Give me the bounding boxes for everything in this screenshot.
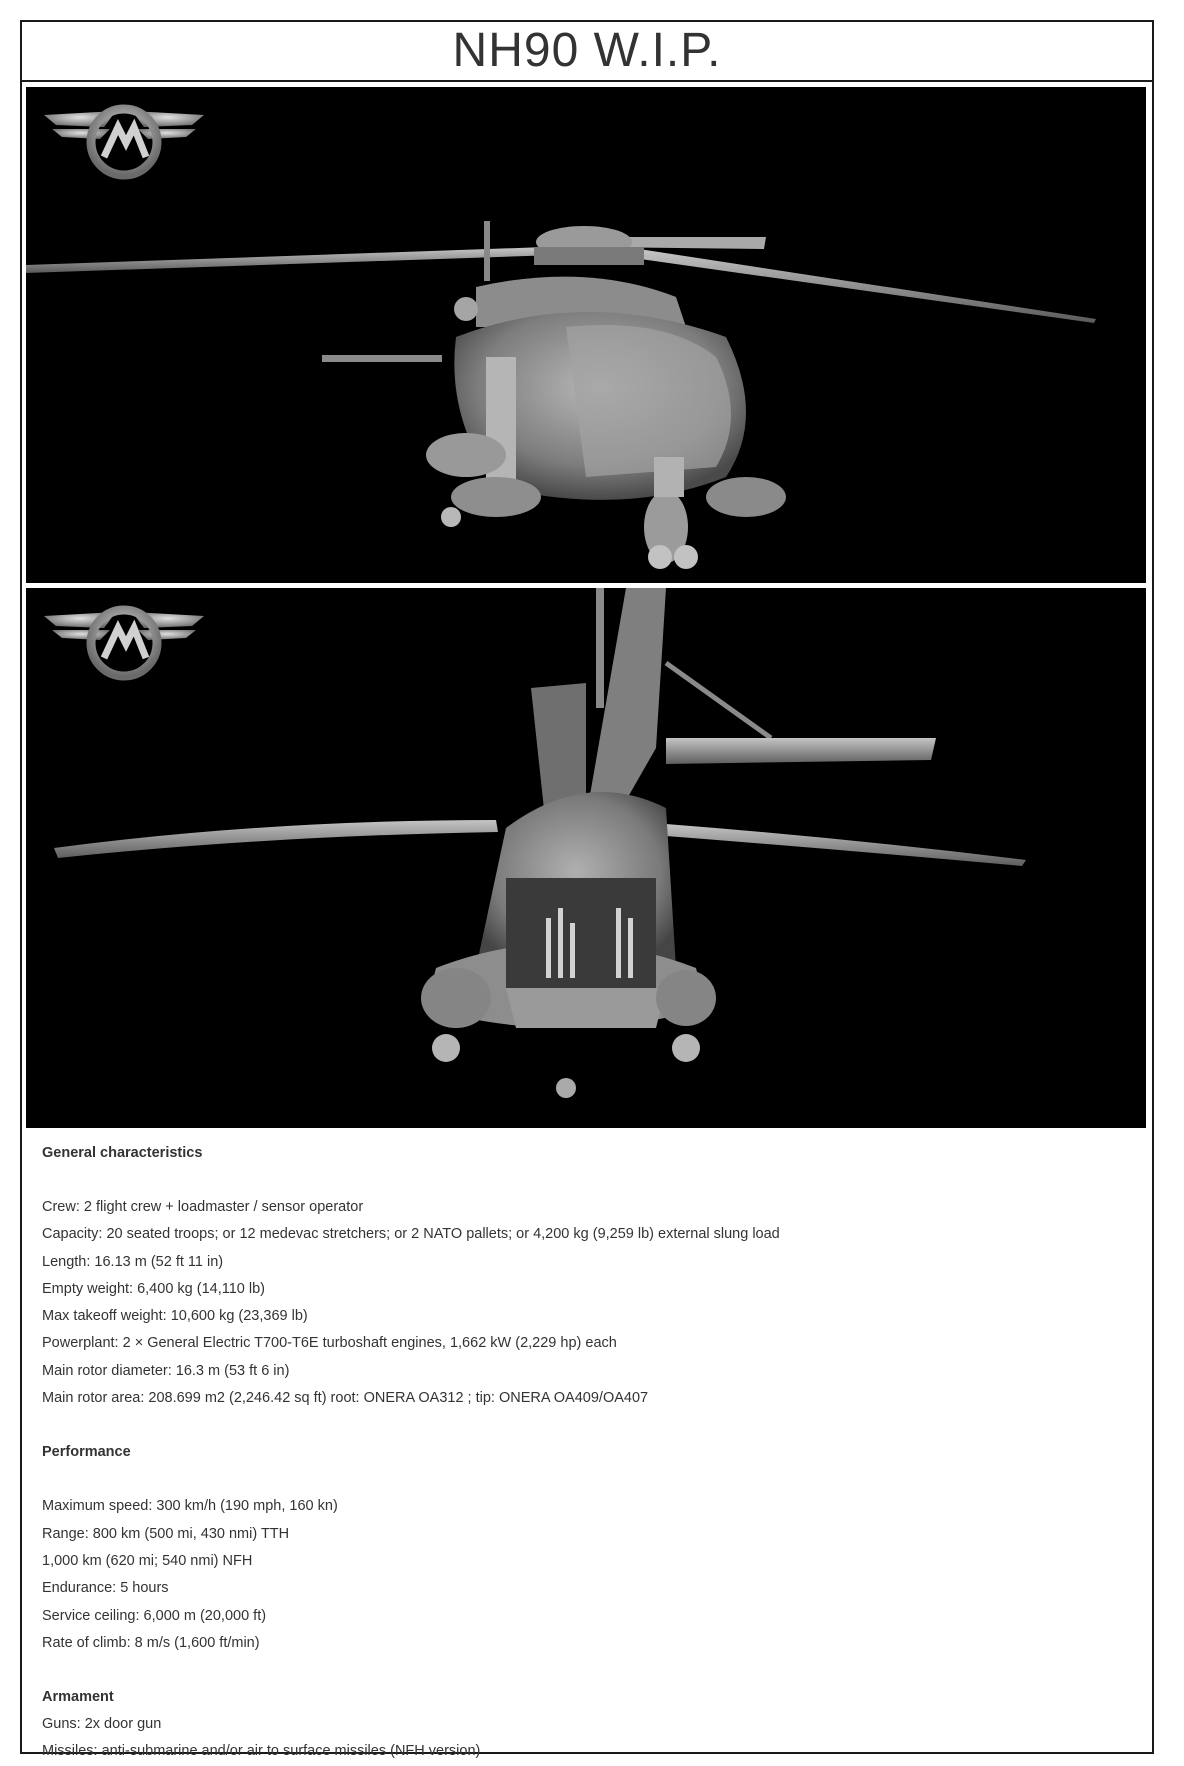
render-front-view	[26, 87, 1146, 583]
spec-line: Service ceiling: 6,000 m (20,000 ft)	[42, 1607, 267, 1624]
page-title: NH90 W.I.P.	[452, 24, 722, 77]
spec-line: Max takeoff weight: 10,600 kg (23,369 lb)	[42, 1308, 308, 1325]
spec-line: 1,000 km (620 mi; 540 nmi) NFH	[42, 1552, 253, 1569]
spec-line: Crew: 2 flight crew + loadmaster / sensor operator	[42, 1199, 364, 1215]
tail-fin	[531, 588, 936, 828]
spec-line: Missiles: anti-submarine and/or air to surface missiles (NFH version)	[42, 1743, 481, 1760]
spec-line: Empty weight: 6,400 kg (14,110 lb)	[42, 1280, 265, 1297]
spec-line: Range: 800 km (500 mi, 430 nmi) TTH	[42, 1525, 290, 1542]
page-frame	[20, 20, 1154, 1760]
helicopter-front-body	[426, 277, 786, 569]
section-heading-performance: Performance	[42, 1444, 131, 1461]
winged-logo-icon	[44, 109, 204, 175]
general-list	[42, 1194, 1132, 1412]
spec-line: Powerplant: 2 × General Electric T700-T6E turboshaft engines, 1,662 kW (2,229 hp) each	[42, 1335, 617, 1352]
spec-line: Length: 16.13 m (52 ft 11 in)	[42, 1253, 224, 1270]
spec-line: Main rotor diameter: 16.3 m (53 ft 6 in)	[42, 1362, 290, 1379]
spec-line: Endurance: 5 hours	[42, 1580, 169, 1597]
armament-list	[42, 1711, 1132, 1766]
spec-line: Guns: 2x door gun	[42, 1716, 162, 1733]
specifications	[42, 1140, 1132, 1766]
section-heading-armament: Armament	[42, 1689, 114, 1706]
performance-list	[42, 1493, 1132, 1657]
spec-line: Capacity: 20 seated troops; or 12 medevac stretchers; or 2 NATO pallets; or 4,200 kg (9,259 lb) external slung load	[42, 1226, 780, 1243]
spec-line: Rate of climb: 8 m/s (1,600 ft/min)	[42, 1634, 260, 1651]
render-rear-view	[26, 588, 1146, 1128]
spec-line: Main rotor area: 208.699 m2 (2,246.42 sq ft) root: ONERA OA312 ; tip: ONERA OA409/OA407	[42, 1390, 649, 1407]
title-bar	[22, 22, 1152, 82]
spec-line: Maximum speed: 300 km/h (190 mph, 160 kn)	[42, 1498, 338, 1515]
winged-logo-icon	[44, 610, 204, 676]
helicopter-rear-body	[421, 792, 716, 1098]
section-heading-general: General characteristics	[42, 1145, 203, 1161]
